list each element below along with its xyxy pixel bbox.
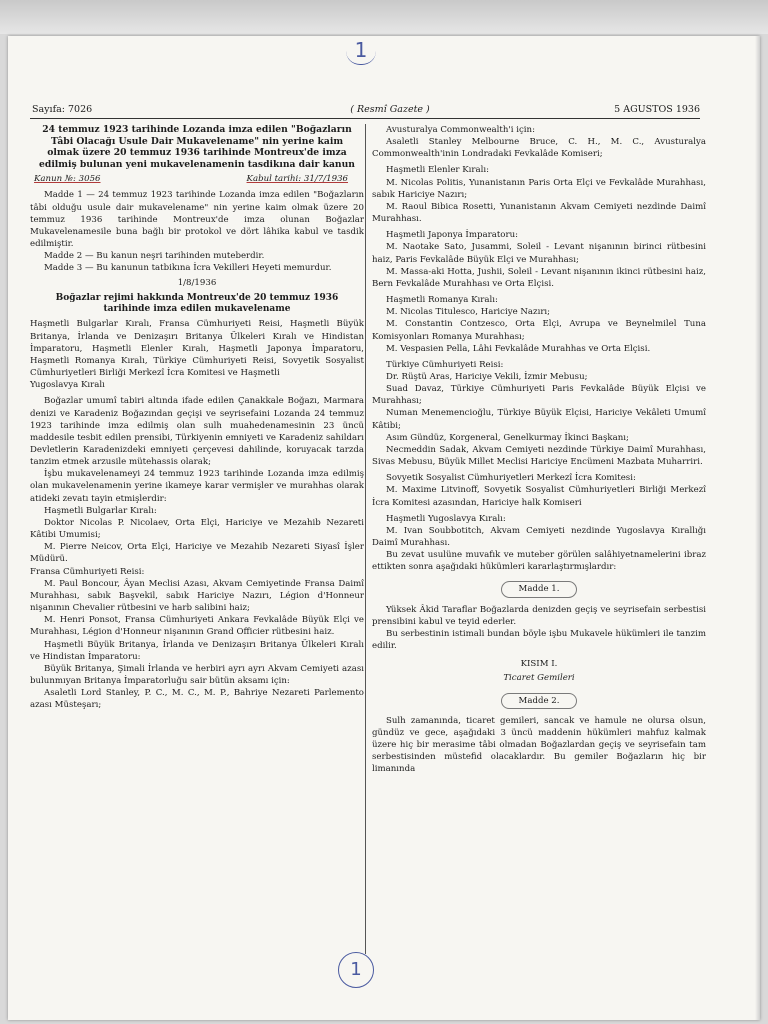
- page-edge: [755, 36, 760, 1020]
- handwritten-number-top: 1: [354, 38, 368, 62]
- yugoslavia-delegate: M. Ivan Soubbotitch, Akvam Cemiyeti nezdinde Yugoslavya Kırallığı Daimî Murahhası.: [372, 525, 706, 548]
- article-1-paragraph-2: Bu serbestinin istimali bundan böyle işbu Mukavele hükümleri ile tanzim edilir.: [372, 628, 706, 652]
- section-1-heading: KISIM I.: [520, 659, 558, 670]
- britain-heading: Haşmetli Büyük Britanya, İrlanda ve Denizaşırı Britanya Ülkeleri Kıralı ve Hindistan İmparatoru:: [30, 639, 364, 662]
- ussr-heading: Sovyetik Sosyalist Cümhuriyetleri Merkezî İcra Komitesi:: [386, 473, 636, 484]
- handwritten-page-mark-top: [346, 38, 376, 65]
- france-heading: Fransa Cümhuriyeti Reisi:: [30, 566, 145, 577]
- left-column: [30, 124, 364, 960]
- issue-date: 5 AGUSTOS 1936: [614, 104, 700, 115]
- greece-delegate-2: M. Raoul Bibica Rosetti, Yunanistanın Akvam Cemiyeti nezdinde Daimî Murahhası.: [372, 201, 706, 225]
- australia-heading: Avusturalya Commonwealth'i için:: [386, 125, 535, 135]
- turkey-delegate-3: Numan Menemencioğlu, Türkiye Büyük Elçisi, Hariciye Vekâleti Umumî Kâtibi;: [372, 408, 706, 431]
- law-title: 24 temmuz 1923 tarihinde Lozanda imza edilen "Boğazların Tâbi Olacağı Usule Dair Mukavelename" nin yerine kaim olmak üzere 20 temmuz 1936 tarihinde Montreux'de imza edilmiş bulunan yeni mukavelenamenin tasdikına dair kanun: [39, 124, 355, 170]
- greece-heading: Haşmetli Elenler Kıralı:: [386, 165, 490, 176]
- romania-delegate-1: M. Nicolas Titulesco, Hariciye Nazırı;: [386, 307, 551, 318]
- right-column: [372, 124, 706, 960]
- scanner-background: [0, 0, 768, 34]
- article-1-heading: Madde 1.: [501, 581, 577, 597]
- turkey-delegate-5: Necmeddin Sadak, Akvam Cemiyeti nezdinde Türkiye Daimî Murahhası, Sivas Mebusu, Büyük Millet Meclisi Hariciye Encümeni Mazbata Muharriri.: [372, 444, 706, 468]
- preamble-paragraph-1: Boğazlar umumî tabiri altında ifade edilen Çanakkale Boğazı, Marmara denizi ve Karadeniz Boğazından geçişi ve seyrisefaini Lozanda 24 temmuz 1923 tarihinde imza edilmiş olan sulh muahedenamesinin 23 üncü maddesile tesbit edilen prensibi, Türkiyenin emniyeti ve Karadeniz sahildarı Devletlerin Karadenizdeki emniyeti çerçevesi dahilinde, koruyacak tarzda tanzim etmek arzusile mütehassis olarak;: [30, 396, 364, 468]
- japan-delegate-2: M. Massa-aki Hotta, Jushii, Soleil - Levant nişanının ikinci rütbesini haiz, Bern Fevkalâde Murahhası ve Orta Elçisi.: [372, 266, 706, 289]
- article-1-paragraph-1: Yüksek Âkid Taraflar Boğazlarda denizden geçiş ve seyrisefain serbestisi prensibini kabul ve teyid ederler.: [372, 604, 706, 627]
- preamble-paragraph-2: İşbu mukavelenameyi 24 temmuz 1923 tarihinde Lozanda imza edilmiş olan mukavelenamenin yerine ikameye karar vermişler ve murahhas olarak atideki zevatı tayin etmişlerdir:: [30, 469, 364, 504]
- romania-heading: Haşmetli Romanya Kıralı:: [386, 295, 498, 306]
- handwritten-page-mark-bottom: [338, 952, 374, 988]
- article-3: Madde 3 — Bu kanunun tatbikına İcra Vekilleri Heyeti memurdur.: [44, 263, 332, 274]
- kanun-number: Kanun №: 3056: [34, 174, 101, 185]
- section-1-subtitle: Ticaret Gemileri: [503, 673, 575, 684]
- turkey-delegate-1: Dr. Rüştü Aras, Hariciye Vekili, İzmir Mebusu;: [386, 371, 588, 382]
- law-meta: [30, 173, 364, 187]
- france-delegate-1: M. Paul Boncour, Âyan Meclisi Azası, Akvam Cemiyetinde Fransa Daimî Murahhası, sabık Başvekil, sabık Hariciye Nazırı, Légion d'Honneur nişanının Chevalier rütbesini ve harb salibini haiz;: [30, 578, 364, 614]
- yugoslavia-heading: Haşmetli Yugoslavya Kıralı:: [386, 513, 506, 524]
- bulgaria-delegate-2: M. Pierre Neicov, Orta Elçi, Hariciye ve Mezahib Nezareti Siyasî İşler Müdürü.: [30, 542, 364, 565]
- publication-name: ( Resmî Gazete ): [350, 104, 430, 115]
- column-divider: [365, 124, 366, 954]
- contracting-parties-end: Yugoslavya Kıralı: [30, 380, 105, 391]
- article-1: Madde 1 — 24 temmuz 1923 tarihinde Lozanda imza edilen "Boğazların tâbi olduğu usule dair mukavelename" nin yerine kaim olmak üzere 20 temmuz 1936 tarihinde Montreux'de imza olunan Boğazlar Mukavelenamesile buna bağlı bir protokol ve dört lâhika kabul ve tasdik edilmiştir.: [30, 190, 364, 249]
- closing-paragraph: Bu zevat usulüne muvafık ve muteber görülen salâhiyetnamelerini ibraz ettikten sonra aşağıdaki hükümleri kararlaştırmışlardır:: [372, 550, 706, 573]
- turkey-delegate-4: Asım Gündüz, Korgeneral, Genelkurmay İkinci Başkanı;: [386, 432, 629, 443]
- kabul-date: Kabul tarihi: 31/7/1936: [246, 174, 348, 185]
- bulgaria-delegate-1: Doktor Nicolas P. Nicolaev, Orta Elçi, Hariciye ve Mezahib Nezareti Kâtibi Umumisi;: [30, 517, 364, 541]
- romania-delegate-2: M. Constantin Contzesco, Orta Elçi, Avrupa ve Beynelmilel Tuna Komisyonları Romanya Murahhası;: [372, 319, 706, 342]
- bulgaria-heading: Haşmetli Bulgarlar Kıralı:: [44, 505, 157, 516]
- britain-delegate-1: Asaletli Lord Stanley, P. C., M. C., M. P., Bahriye Nezareti Parlemento azası Müsteşarı;: [30, 688, 364, 711]
- contracting-parties: Haşmetli Bulgarlar Kıralı, Fransa Cümhuriyeti Reisi, Haşmetli Büyük Britanya, İrlanda ve Denizaşırı Britanya Ülkeleri Kıralı ve Hindistan İmparatoru, Haşmetli Elenler Kıralı, Haşmetli Japonya İmparatoru, Haşmetli Romanya Kıralı, Türkiye Cümhuriyeti Reisi, Sovyetik Sosyalist Cümhuriyetleri Birliği Merkezî İcra Komitesi ve Haşmetli: [30, 319, 364, 379]
- article-2-heading: Madde 2.: [501, 693, 577, 709]
- britain-section: Büyük Britanya, Şimali İrlanda ve herbiri ayrı ayrı Akvam Cemiyeti azası bulunmıyan Britanya İmparatorluğu sair bütün aksamı için:: [30, 663, 364, 686]
- turkey-delegate-2: Suad Davaz, Türkiye Cümhuriyeti Paris Fevkalâde Büyük Elçisi ve Murahhası;: [372, 384, 706, 407]
- article-2-paragraph-1: Sulh zamanında, ticaret gemileri, sancak ve hamule ne olursa olsun, gündüz ve gece, aşağıdaki 3 üncü maddenin hükümleri mahfuz kalmak üzere hiç bir merasime tâbi olmadan Boğazlardan geçiş ve seyrisefain tam serbestisinden müstefid olacaklardır. Bu gemiler Boğazların hiç bir limanında: [372, 715, 706, 775]
- handwritten-number-bottom: 1: [350, 959, 362, 980]
- france-delegate-2: M. Henri Ponsot, Fransa Cümhuriyeti Ankara Fevkalâde Büyük Elçi ve Murahhası, Légion d'Honneur nişanının Grand Officier rütbesini haiz.: [30, 615, 364, 638]
- law-date: 1/8/1936: [177, 278, 217, 289]
- romania-delegate-3: M. Vespasien Pella, Lâhi Fevkalâde Murahhas ve Orta Elçisi.: [386, 343, 651, 354]
- convention-title: Boğazlar rejimi hakkında Montreux'de 20 temmuz 1936 tarihinde imza edilen mukavelename: [55, 292, 339, 315]
- page-header: [30, 104, 700, 119]
- ussr-delegate: M. Maxime Litvinoff, Sovyetik Sosyalist Cümhuriyetleri Birliği Merkezî İcra Komitesi azasından, Hariciye halk Komiseri: [372, 485, 706, 508]
- australia-delegate: Asaletli Stanley Melbourne Bruce, C. H., M. C., Avusturalya Commonwealth'inin Londradaki Fevkalâde Komiseri;: [372, 137, 706, 160]
- page-number: Sayıfa: 7026: [32, 104, 93, 115]
- article-2: Madde 2 — Bu kanun neşri tarihinden muteberdir.: [44, 251, 265, 262]
- japan-heading: Haşmetli Japonya İmparatoru:: [386, 230, 518, 241]
- turkey-heading: Türkiye Cümhuriyeti Reisi:: [386, 359, 504, 370]
- japan-delegate-1: M. Naotake Sato, Jusammi, Soleil - Levant nişanının birinci rütbesini haiz, Paris Fevkalâde Büyük Elçi ve Murahhası;: [372, 242, 706, 265]
- greece-delegate-1: M. Nicolas Politis, Yunanistanın Paris Orta Elçi ve Fevkalâde Murahhası, sabık Hariciye Nazırı;: [372, 177, 706, 200]
